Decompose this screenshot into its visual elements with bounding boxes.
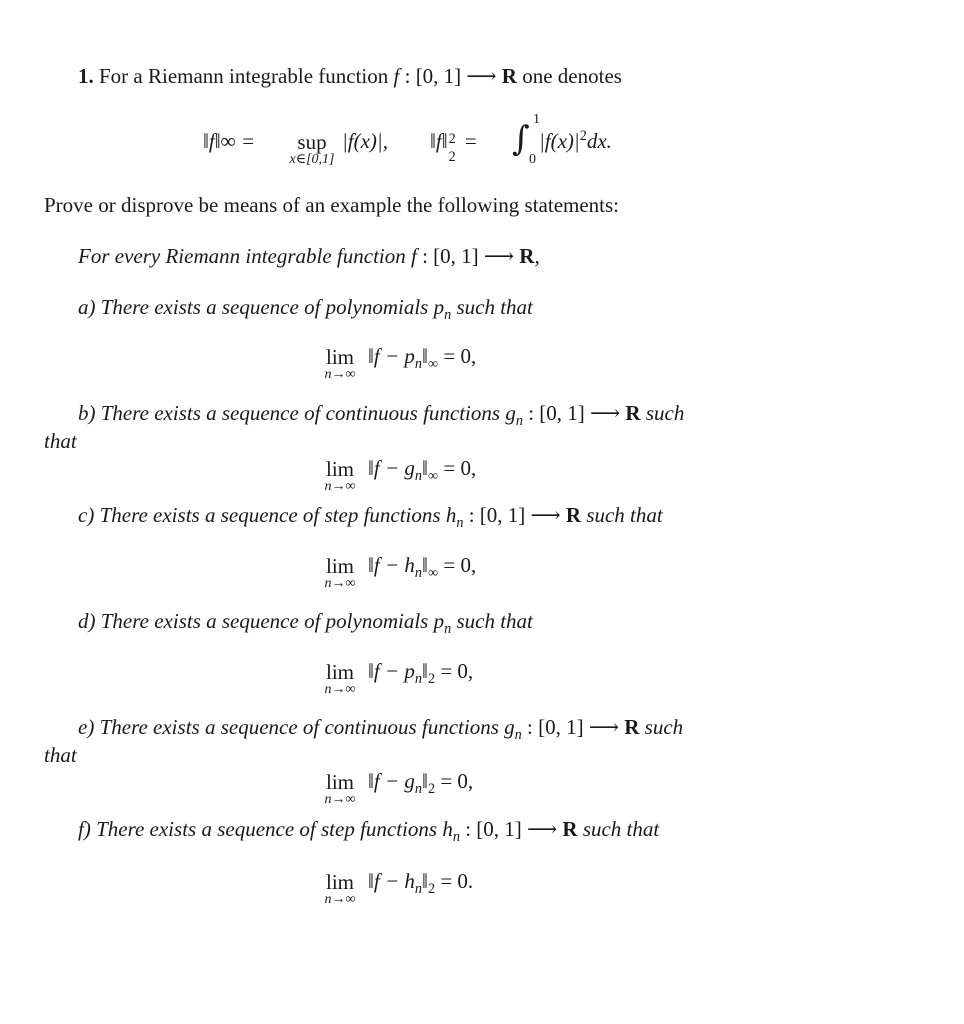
sequence-sub: n — [515, 413, 523, 430]
limit-equation — [368, 658, 474, 688]
lead-f: f — [411, 244, 417, 268]
problem-intro-f: f — [393, 64, 400, 88]
sequence-sub: n — [456, 515, 464, 532]
statement-e — [78, 714, 684, 744]
integral-pow: 2 — [579, 128, 587, 144]
eq-body-sub: n — [414, 565, 423, 582]
statement-wrap: that — [44, 429, 77, 453]
eq-body-sub: n — [414, 671, 423, 688]
lim-op: lim — [325, 870, 354, 894]
statement-text: There exists a sequence of continuous functions — [100, 401, 501, 425]
statement-map: : [0, 1] ⟶ — [459, 817, 563, 841]
statement-text: There exists a sequence of continuous functions — [99, 715, 499, 739]
limit-operator — [318, 458, 362, 494]
statement-c — [78, 502, 663, 532]
problem-intro-R: R — [501, 64, 517, 88]
statement-label: d) — [78, 609, 96, 633]
statement-tail: such that — [456, 295, 533, 319]
sequence-symbol: p — [433, 609, 445, 633]
eq-norm: ‖ — [422, 344, 428, 368]
statement-label: e) — [78, 715, 95, 739]
statement-R: R — [624, 715, 640, 739]
sup-body — [342, 128, 388, 154]
sequence-sub: n — [444, 621, 452, 638]
integral-sign-icon: ∫ — [512, 119, 530, 159]
limit-operator — [318, 661, 362, 697]
eq-norm: ‖ — [422, 456, 428, 480]
problem-intro-map: : [0, 1] ⟶ — [399, 64, 502, 88]
limit-equation — [368, 768, 474, 798]
lead-statement — [78, 243, 540, 269]
eq-body: ‖f − p — [368, 659, 415, 683]
statement-map: : [0, 1] ⟶ — [463, 503, 566, 527]
sequence-sub: n — [514, 727, 522, 744]
limit-equation — [368, 868, 474, 898]
lead-comma: , — [534, 244, 540, 268]
eq-norm: ‖ — [422, 769, 428, 793]
sup-under: x∈[0,1] — [289, 152, 335, 167]
statement-text: There exists a sequence of polynomials — [100, 295, 429, 319]
lim-op: lim — [325, 345, 354, 369]
integral-body-text: |f(x)| — [539, 129, 580, 153]
statement-wrap: that — [44, 743, 77, 767]
inf-norm-lhs — [203, 128, 255, 154]
statement-text: There exists a sequence of polynomials — [100, 609, 429, 633]
sup-body-text: |f(x)|, — [342, 129, 388, 153]
lim-under: n→∞ — [324, 367, 356, 382]
lim-op: lim — [325, 457, 354, 481]
lim-under: n→∞ — [324, 892, 356, 907]
sequence-symbol: p — [433, 295, 445, 319]
eq-norm-sub: ∞ — [427, 565, 439, 582]
eq-body: ‖f − h — [368, 869, 415, 893]
integral-body — [539, 128, 612, 154]
eq-norm: ‖ — [422, 869, 428, 893]
sup-operator — [282, 131, 342, 167]
problem-intro-text: For a Riemann integrable function — [99, 64, 389, 88]
statement-d — [78, 608, 533, 638]
statement-f — [78, 816, 660, 846]
lead-text: For every Riemann integrable function — [78, 244, 406, 268]
statement-R: R — [562, 817, 578, 841]
limit-operator — [318, 871, 362, 907]
eq-norm-sub: 2 — [427, 671, 436, 688]
statement-map: : [0, 1] ⟶ — [521, 715, 625, 739]
lim-under: n→∞ — [324, 479, 356, 494]
eq-rhs: = 0, — [435, 659, 474, 683]
statement-label: b) — [78, 401, 96, 425]
two-norm-lhs: ‖f‖ 2 2 = — [430, 129, 477, 165]
statement-map: : [0, 1] ⟶ — [522, 401, 626, 425]
statement-label: c) — [78, 503, 95, 527]
inf-norm-lhs-text: ‖f‖∞ = — [203, 129, 256, 153]
lim-under: n→∞ — [324, 576, 356, 591]
eq-rhs: = 0, — [435, 769, 474, 793]
eq-body: ‖f − p — [368, 344, 415, 368]
lim-op: lim — [325, 554, 354, 578]
eq-norm: ‖ — [422, 659, 428, 683]
eq-norm-sub: ∞ — [427, 356, 439, 373]
problem-intro — [78, 63, 622, 89]
eq-body-sub: n — [414, 356, 423, 373]
problem-intro-tail: one denotes — [516, 64, 622, 88]
integral-dx: dx. — [586, 129, 612, 153]
sequence-symbol: g — [505, 401, 516, 425]
eq-rhs: = 0, — [438, 456, 477, 480]
lead-map: : [0, 1] ⟶ — [416, 244, 520, 268]
problem-number: 1. — [78, 64, 94, 88]
sequence-symbol: g — [504, 715, 515, 739]
integral-upper: 1 — [533, 112, 540, 127]
eq-norm-sub: 2 — [427, 881, 436, 898]
statement-a — [78, 294, 533, 324]
statement-tail: such that — [582, 817, 660, 841]
eq-norm: ‖ — [422, 553, 428, 577]
lead-R: R — [519, 244, 535, 268]
eq-body-sub: n — [414, 881, 423, 898]
eq-norm-sub: 2 — [427, 781, 436, 798]
limit-equation — [368, 552, 477, 582]
eq-body: ‖f − g — [368, 456, 415, 480]
sequence-symbol: h — [445, 503, 457, 527]
sequence-sub: n — [444, 307, 452, 324]
eq-rhs: = 0, — [438, 553, 477, 577]
limit-operator — [318, 346, 362, 382]
eq-body-sub: n — [414, 468, 423, 485]
lim-op: lim — [325, 660, 354, 684]
statement-tail: such that — [456, 609, 533, 633]
statement-label: f) — [78, 817, 91, 841]
statement-tail: such that — [586, 503, 663, 527]
statement-tail: such — [644, 715, 684, 739]
eq-rhs: = 0, — [438, 344, 477, 368]
statement-tail: such — [645, 401, 685, 425]
eq-norm-sub: ∞ — [427, 468, 439, 485]
two-norm-eq: = — [459, 129, 477, 153]
statement-text: There exists a sequence of step functions — [99, 503, 441, 527]
limit-operator — [318, 555, 362, 591]
eq-rhs: = 0. — [435, 869, 474, 893]
prompt-text: Prove or disprove be means of an example the following statements: — [44, 193, 620, 217]
statement-text: There exists a sequence of step functions — [96, 817, 438, 841]
two-norm-text: ‖f‖ — [430, 129, 448, 153]
statement-label: a) — [78, 295, 96, 319]
limit-operator — [318, 771, 362, 807]
limit-equation — [368, 455, 477, 485]
eq-body: ‖f − g — [368, 769, 415, 793]
sequence-sub: n — [452, 829, 460, 846]
lim-under: n→∞ — [324, 682, 356, 697]
lim-op: lim — [325, 770, 354, 794]
integral-lower: 0 — [529, 152, 536, 167]
sequence-symbol: h — [442, 817, 453, 841]
statement-b — [78, 400, 685, 430]
sup-op: sup — [297, 130, 327, 154]
limit-equation — [368, 343, 477, 373]
statement-R: R — [625, 401, 641, 425]
eq-body-sub: n — [414, 781, 423, 798]
lim-under: n→∞ — [324, 792, 356, 807]
statement-R: R — [565, 503, 582, 527]
eq-body: ‖f − h — [368, 553, 415, 577]
